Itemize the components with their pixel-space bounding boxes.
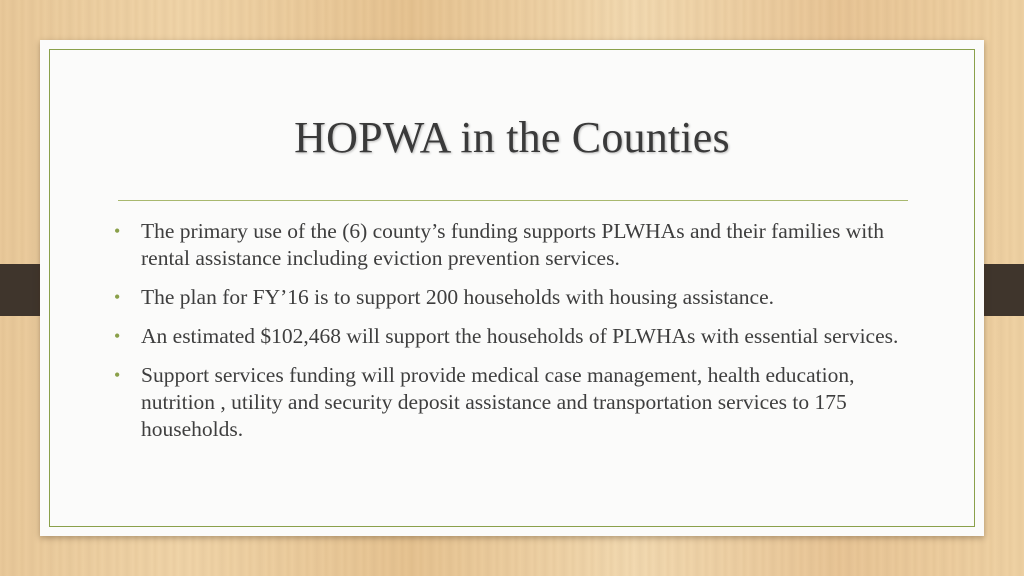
bullet-text: An estimated $102,468 will support the households of PLWHAs with essential services. [141, 324, 899, 348]
title-divider [118, 200, 908, 201]
bullet-text: The plan for FY’16 is to support 200 households with housing assistance. [141, 285, 775, 309]
bullet-icon: • [114, 287, 121, 307]
bullet-list [114, 218, 914, 455]
bullet-item-1 [114, 218, 914, 272]
bullet-text: The primary use of the (6) county’s funding supports PLWHAs and their families with rental assistance including eviction prevention services. [141, 219, 884, 270]
bullet-text: Support services funding will provide medical case management, health education, nutrition , utility and security deposit assistance and transportation services to 175 households. [141, 363, 855, 441]
bullet-item-2 [114, 284, 914, 311]
bullet-icon: • [114, 365, 121, 385]
slide-card [40, 40, 984, 536]
bullet-item-3 [114, 323, 914, 350]
bullet-icon: • [114, 221, 121, 241]
bullet-item-4 [114, 362, 914, 443]
slide-title: HOPWA in the Counties [294, 113, 730, 162]
bullet-icon: • [114, 326, 121, 346]
